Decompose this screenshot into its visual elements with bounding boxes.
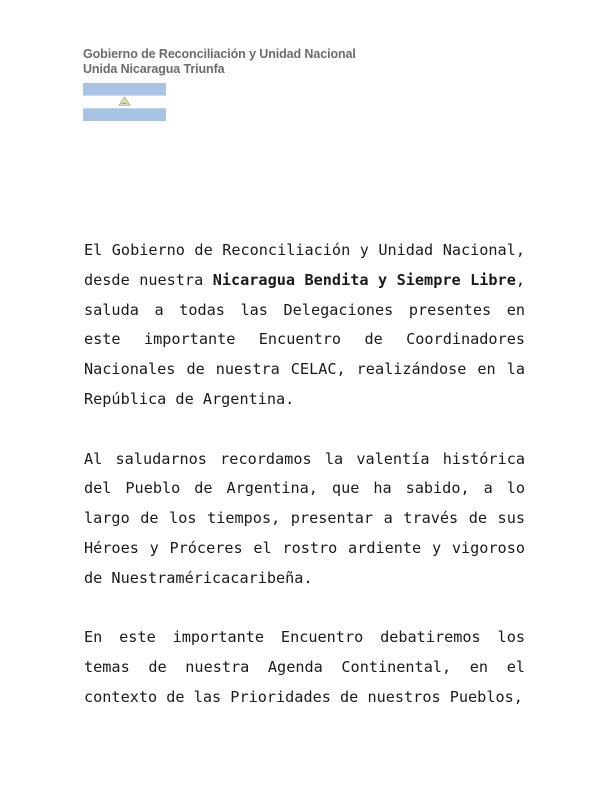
paragraph-1-rest: , saluda a todas las Delegaciones presentes en este importante Encuentro de Coordinadores Nacionales de nuestra CELAC, realizándose en la República de Argentina. (84, 270, 526, 408)
letterhead-slogan: Unida Nicaragua Triunfa (83, 62, 225, 76)
paragraph-1 (84, 236, 525, 415)
letter-body (84, 236, 525, 743)
paragraph-1-emphasis: Nicaragua Bendita y Siempre Libre (212, 270, 516, 289)
paragraph-2: Al saludarnos recordamos la valentía histórica del Pueblo de Argentina, que ha sabido, a lo largo de los tiempos, presentar a través de sus Héroes y Próceres el rostro ardiente y vigoroso de Nuestraméricacaribeña. (84, 449, 525, 587)
letterhead-government-name: Gobierno de Reconciliación y Unidad Nacional (83, 47, 356, 61)
nicaragua-flag-icon (83, 83, 166, 121)
letterhead (83, 47, 356, 77)
paragraph-3: En este importante Encuentro debatiremos los temas de nuestra Agenda Continental, en el contexto de las Prioridades de nuestros Pueblos, (84, 628, 525, 706)
paragraph-1-intro: El Gobierno de Reconciliación y Unidad Nacional, desde nuestra (84, 241, 525, 289)
